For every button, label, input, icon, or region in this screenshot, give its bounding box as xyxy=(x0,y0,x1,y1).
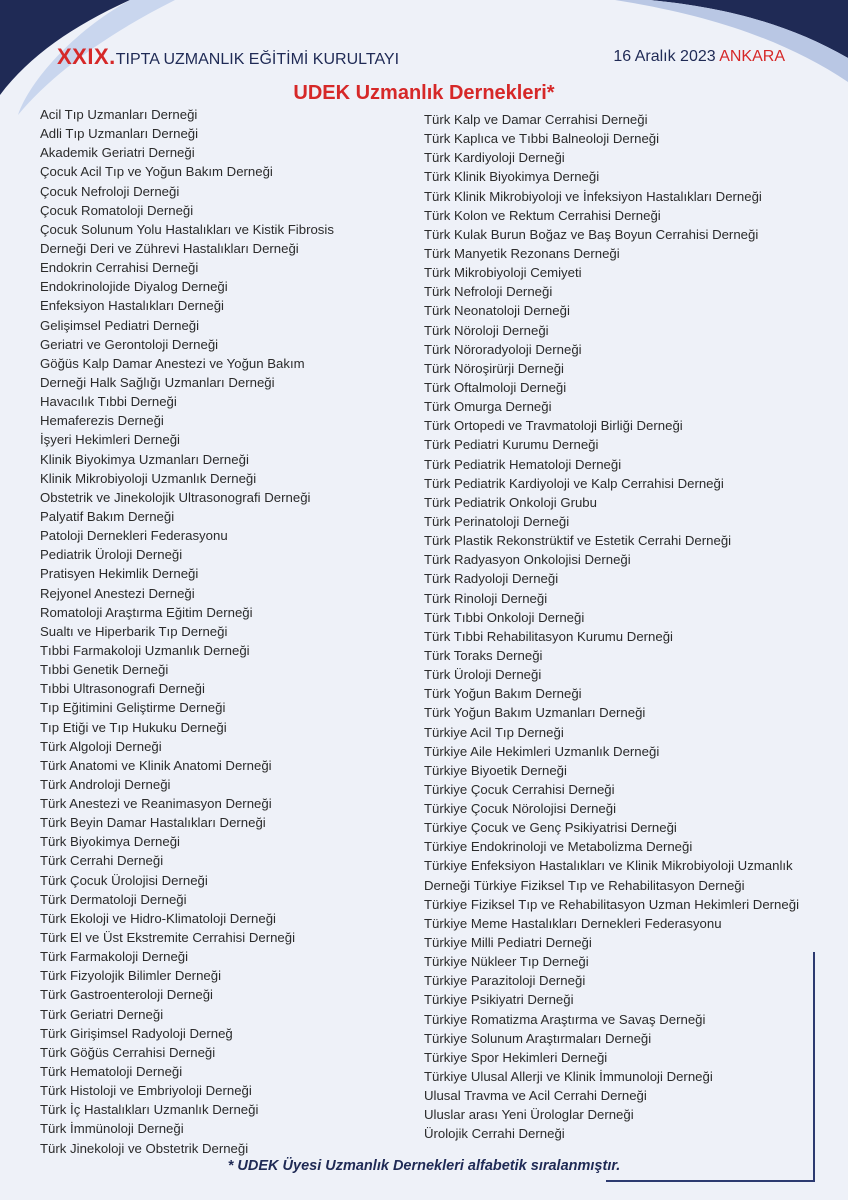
association-item: Türk Geriatri Derneği xyxy=(40,1006,164,1022)
association-item: Türkiye Biyoetik Derneği xyxy=(424,762,567,778)
association-item: Türk Cerrahi Derneği xyxy=(40,853,164,869)
association-item: Türkiye Fiziksel Tıp ve Rehabilitasyon Uzman Hekimleri Derneği xyxy=(424,896,799,912)
association-item: Klinik Mikrobiyoloji Uzmanlık Derneği xyxy=(40,470,257,486)
association-item: Tıbbi Genetik Derneği xyxy=(40,662,169,678)
association-item: Türkiye Solunum Araştırmaları Derneği xyxy=(424,1030,652,1046)
association-item: Türk İç Hastalıkları Uzmanlık Derneği xyxy=(40,1102,259,1118)
association-item: Türk Üroloji Derneği xyxy=(424,667,542,683)
decorative-frame-line xyxy=(813,952,815,1181)
association-item: Çocuk Solunum Yolu Hastalıkları ve Kistik Fibrosis xyxy=(40,221,334,237)
association-item: Türk Tıbbi Rehabilitasyon Kurumu Derneği xyxy=(424,628,673,644)
association-item: Patoloji Dernekleri Federasyonu xyxy=(40,528,228,544)
association-item: Göğüs Kalp Damar Anestezi ve Yoğun Bakım xyxy=(40,355,305,371)
association-item: Türk Farmakoloji Derneği xyxy=(40,949,189,965)
association-item: Türkiye Aile Hekimleri Uzmanlık Derneği xyxy=(424,743,660,759)
association-item: Endokrinolojide Diyalog Derneği xyxy=(40,279,228,295)
association-item: Türk Kulak Burun Boğaz ve Baş Boyun Cerrahisi Derneği xyxy=(424,226,759,242)
page-header xyxy=(57,44,785,68)
association-item: Enfeksiyon Hastalıkları Derneği xyxy=(40,298,224,314)
association-item: Tıbbi Farmakoloji Uzmanlık Derneği xyxy=(40,642,250,658)
association-item: Türk Pediatrik Hematoloji Derneği xyxy=(424,456,622,472)
association-item: Türkiye Milli Pediatri Derneği xyxy=(424,935,592,951)
association-item: Türk Çocuk Ürolojisi Derneği xyxy=(40,872,208,888)
association-item: Sualtı ve Hiperbarik Tıp Derneği xyxy=(40,623,228,639)
association-item: İşyeri Hekimleri Derneği xyxy=(40,432,180,448)
association-item: Türk Toraks Derneği xyxy=(424,647,543,663)
association-item: Tıp Etiği ve Tıp Hukuku Derneği xyxy=(40,719,227,735)
association-item: Derneği Deri ve Zührevi Hastalıkları Derneği xyxy=(40,240,299,256)
association-item: Türk El ve Üst Ekstremite Cerrahisi Derneği xyxy=(40,930,296,946)
congress-number: XXIX. xyxy=(57,44,116,69)
association-item: Tıbbi Ultrasonografi Derneği xyxy=(40,681,205,697)
association-item: Romatoloji Araştırma Eğitim Derneği xyxy=(40,604,253,620)
association-item: Türk Pediatrik Onkoloji Grubu xyxy=(424,494,597,510)
congress-name: TIPTA UZMANLIK EĞİTİMİ KURULTAYI xyxy=(115,51,400,68)
association-item: Derneği Türkiye Fiziksel Tıp ve Rehabilitasyon Derneği xyxy=(424,877,745,893)
event-city: ANKARA xyxy=(719,48,785,65)
association-item: Rejyonel Anestezi Derneği xyxy=(40,585,195,601)
association-item: Çocuk Acil Tıp ve Yoğun Bakım Derneği xyxy=(40,164,273,180)
association-item: Klinik Biyokimya Uzmanları Derneği xyxy=(40,451,249,467)
association-item: Türk Gastroenteroloji Derneği xyxy=(40,987,213,1003)
association-item: Türk Pediatrik Kardiyoloji ve Kalp Cerrahisi Derneği xyxy=(424,475,724,491)
association-item: Türkiye Çocuk ve Genç Psikiyatrisi Derneği xyxy=(424,820,677,836)
association-item: Havacılık Tıbbi Derneği xyxy=(40,394,177,410)
association-item: Türk Neonatoloji Derneği xyxy=(424,303,570,319)
association-item: Türk Tıbbi Onkoloji Derneği xyxy=(424,609,585,625)
association-item: Türk Ekoloji ve Hidro-Klimatoloji Derneği xyxy=(40,910,276,926)
association-item: Türk Ortopedi ve Travmatoloji Birliği Derneği xyxy=(424,418,683,434)
association-item: Türkiye Acil Tıp Derneği xyxy=(424,724,564,740)
association-item: Türk Girişimsel Radyoloji Derneğ xyxy=(40,1025,233,1041)
association-item: Türk Klinik Biyokimya Derneği xyxy=(424,169,600,185)
association-item: Türkiye Ulusal Allerji ve Klinik İmmunoloji Derneği xyxy=(424,1069,713,1085)
association-item: Pediatrik Üroloji Derneği xyxy=(40,547,183,563)
association-item: Türk Nefroloji Derneği xyxy=(424,284,553,300)
association-item: Obstetrik ve Jinekolojik Ultrasonografi Derneği xyxy=(40,489,311,505)
association-item: Türkiye Spor Hekimleri Derneği xyxy=(424,1049,608,1065)
association-item: Türk Omurga Derneği xyxy=(424,399,552,415)
congress-title xyxy=(57,44,399,70)
association-item: Çocuk Romatoloji Derneği xyxy=(40,202,194,218)
association-item: Türk Yoğun Bakım Uzmanları Derneği xyxy=(424,705,646,721)
association-list-right xyxy=(424,110,804,1144)
association-item: Tıp Eğitimini Geliştirme Derneği xyxy=(40,700,226,716)
association-item: Ürolojik Cerrahi Derneği xyxy=(424,1126,565,1142)
association-item: Acil Tıp Uzmanları Derneği xyxy=(40,107,198,122)
association-item: Türk Kaplıca ve Tıbbi Balneoloji Derneği xyxy=(424,131,660,147)
association-item: Türk Jinekoloji ve Obstetrik Derneği xyxy=(40,1140,249,1156)
association-item: Türk Manyetik Rezonans Derneği xyxy=(424,245,620,261)
association-item: Türk Hematoloji Derneği xyxy=(40,1064,183,1080)
association-item: Türk Nöroradyoloji Derneği xyxy=(424,341,582,357)
association-item: Türkiye Çocuk Nörolojisi Derneği xyxy=(424,801,617,817)
page-title: UDEK Uzmanlık Dernekleri* xyxy=(293,82,555,104)
association-item: Türk Yoğun Bakım Derneği xyxy=(424,686,582,702)
association-item: Adli Tıp Uzmanları Derneği xyxy=(40,126,199,142)
association-item: Türk Algoloji Derneği xyxy=(40,738,162,754)
association-item: Türk Pediatri Kurumu Derneği xyxy=(424,437,599,453)
association-item: Türk Radyasyon Onkolojisi Derneği xyxy=(424,552,631,568)
association-item: Türk Rinoloji Derneği xyxy=(424,590,548,606)
association-item: Türk Nöroşirürji Derneği xyxy=(424,360,564,376)
association-item: Türk Anatomi ve Klinik Anatomi Derneği xyxy=(40,757,272,773)
association-item: Türk Oftalmoloji Derneği xyxy=(424,379,567,395)
association-item: Türkiye Parazitoloji Derneği xyxy=(424,973,586,989)
association-item: Türkiye Psikiyatri Derneği xyxy=(424,992,574,1008)
association-item: Türk Klinik Mikrobiyoloji ve İnfeksiyon Hastalıkları Derneği xyxy=(424,188,762,204)
association-item: Türk Androloji Derneği xyxy=(40,776,171,792)
association-item: Ulusal Travma ve Acil Cerrahi Derneği xyxy=(424,1088,647,1104)
decorative-frame-line xyxy=(606,1180,815,1182)
association-item: Türk Histoloji ve Embriyoloji Derneği xyxy=(40,1083,252,1099)
event-date-location xyxy=(613,48,785,66)
association-item: Türk Radyoloji Derneği xyxy=(424,571,559,587)
association-item: Endokrin Cerrahisi Derneği xyxy=(40,260,199,276)
association-item: Hemaferezis Derneği xyxy=(40,413,164,429)
association-item: Türk Anestezi ve Reanimasyon Derneği xyxy=(40,796,272,812)
association-item: Türk Mikrobiyoloji Cemiyeti xyxy=(424,265,582,281)
association-item: Türk Nöroloji Derneği xyxy=(424,322,549,338)
association-item: Türk Perinatoloji Derneği xyxy=(424,513,570,529)
event-date: 16 Aralık 2023 xyxy=(613,48,716,65)
association-item: Türk Biyokimya Derneği xyxy=(40,834,180,850)
association-item: Pratisyen Hekimlik Derneği xyxy=(40,566,199,582)
association-item: Türkiye Nükleer Tıp Derneği xyxy=(424,954,589,970)
association-item: Türk Göğüs Cerrahisi Derneği xyxy=(40,1044,216,1060)
association-item: Geriatri ve Gerontoloji Derneği xyxy=(40,336,219,352)
association-item: Türk Kalp ve Damar Cerrahisi Derneği xyxy=(424,112,648,127)
association-item: Türk Beyin Damar Hastalıkları Derneği xyxy=(40,815,266,831)
association-item: Derneği Halk Sağlığı Uzmanları Derneği xyxy=(40,374,275,390)
association-list-left xyxy=(40,105,410,1158)
association-item: Türk Dermatoloji Derneği xyxy=(40,891,187,907)
association-item: Akademik Geriatri Derneği xyxy=(40,145,195,161)
association-item: Türk Kardiyoloji Derneği xyxy=(424,150,565,166)
association-item: Çocuk Nefroloji Derneği xyxy=(40,183,180,199)
association-item: Türk Kolon ve Rektum Cerrahisi Derneği xyxy=(424,207,661,223)
association-item: Türkiye Enfeksiyon Hastalıkları ve Klinik Mikrobiyoloji Uzmanlık xyxy=(424,858,793,874)
association-item: Türk Plastik Rekonstrüktif ve Estetik Cerrahi Derneği xyxy=(424,533,732,549)
association-item: Palyatif Bakım Derneği xyxy=(40,508,175,524)
association-item: Türkiye Meme Hastalıkları Dernekleri Federasyonu xyxy=(424,915,722,931)
association-item: Türkiye Çocuk Cerrahisi Derneği xyxy=(424,781,615,797)
association-item: Türk Fizyolojik Bilimler Derneği xyxy=(40,968,221,984)
association-item: Türk İmmünoloji Derneği xyxy=(40,1121,184,1137)
association-item: Türkiye Romatizma Araştırma ve Savaş Derneği xyxy=(424,1011,706,1027)
association-item: Gelişimsel Pediatri Derneği xyxy=(40,317,200,333)
association-item: Uluslar arası Yeni Ürologlar Derneği xyxy=(424,1107,634,1123)
footnote: * UDEK Üyesi Uzmanlık Dernekleri alfabetik sıralanmıştır. xyxy=(227,1158,621,1174)
association-item: Türkiye Endokrinoloji ve Metabolizma Derneği xyxy=(424,839,693,855)
